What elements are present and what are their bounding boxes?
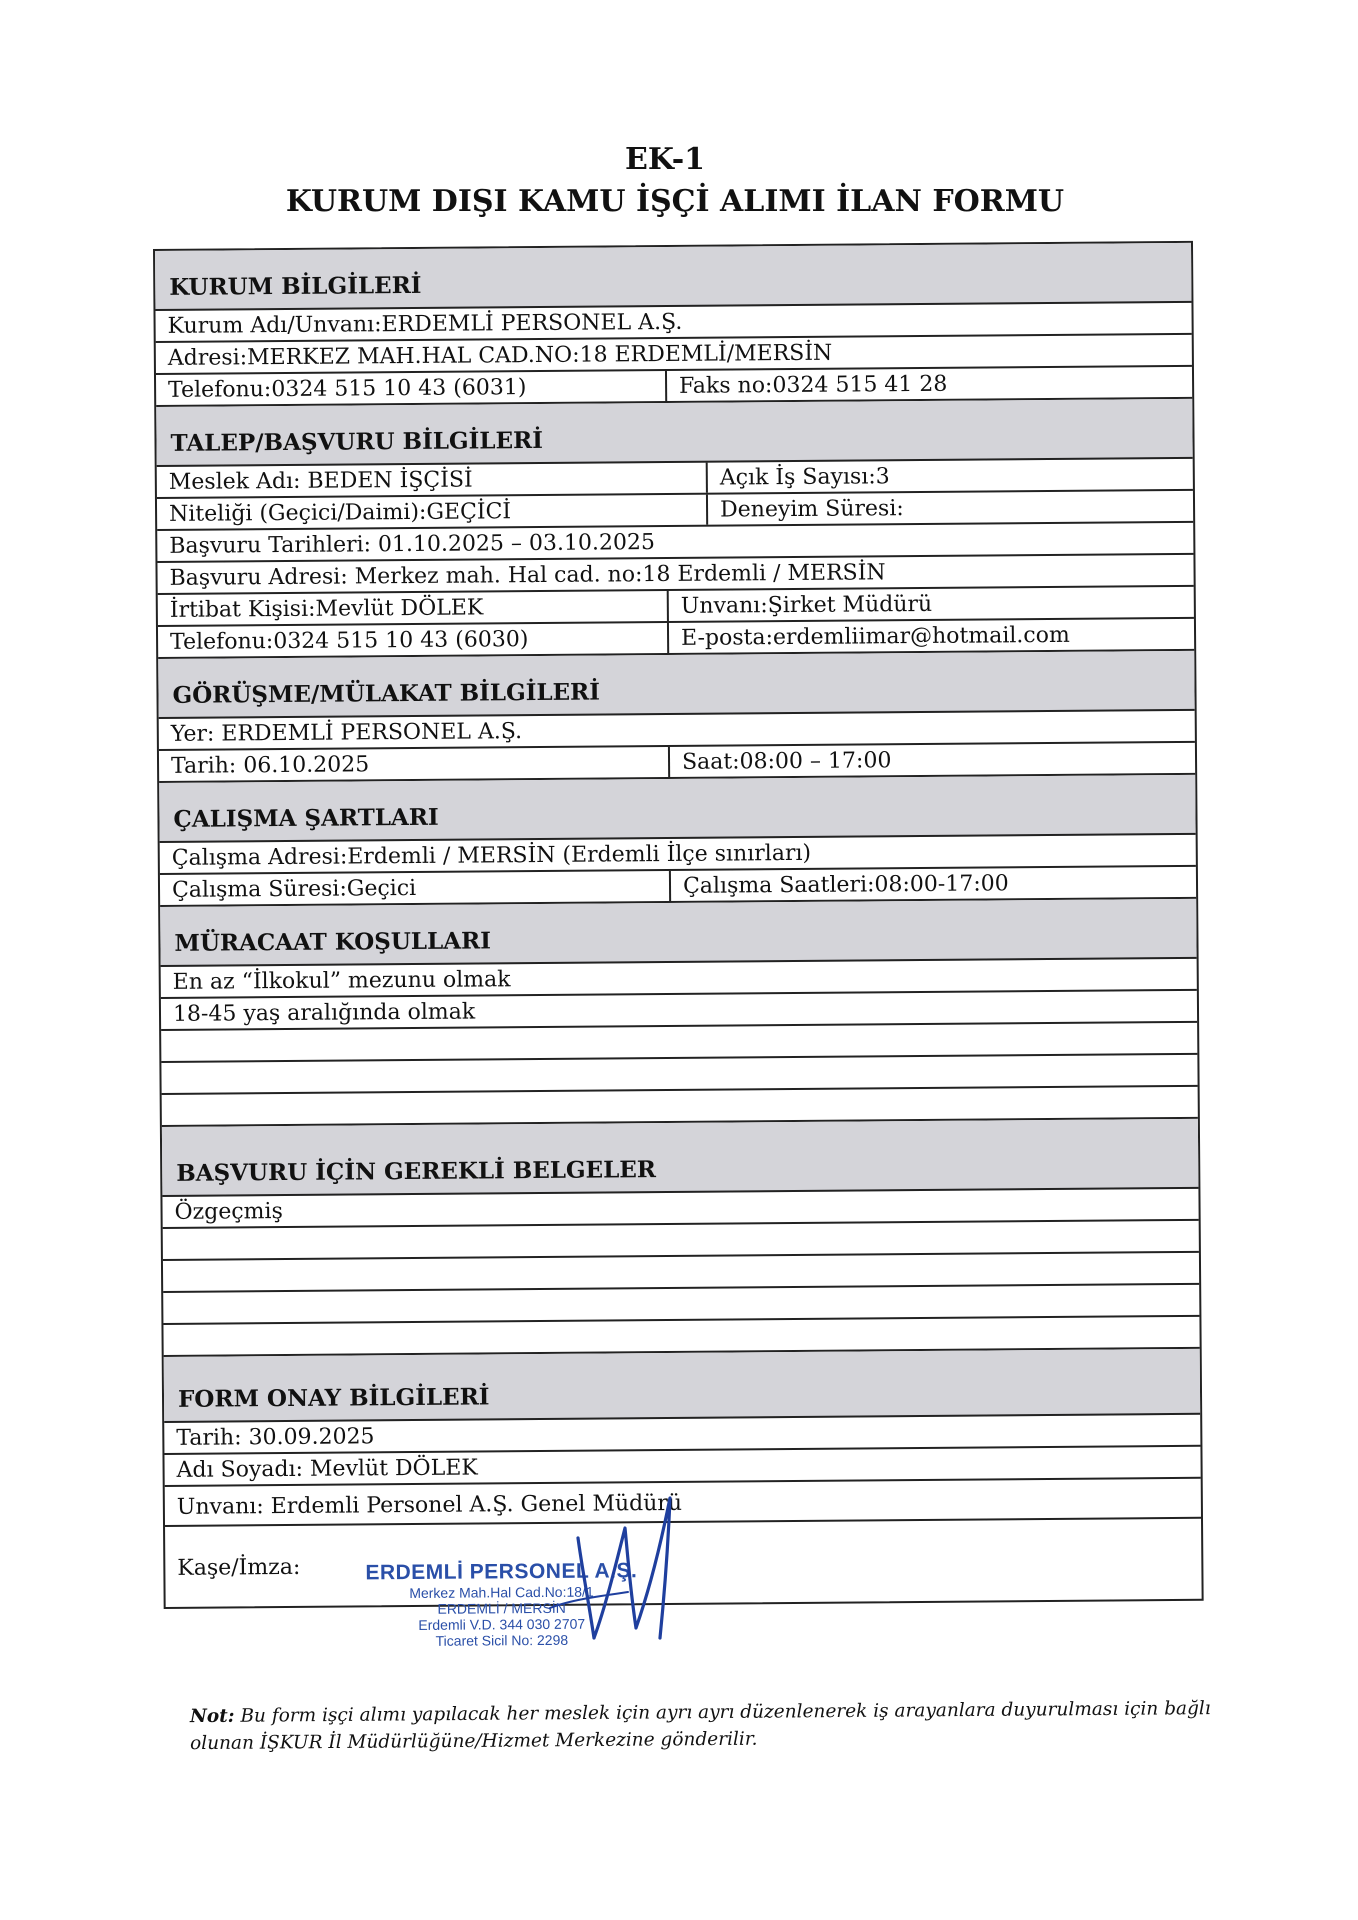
stamp-line-2: Merkez Mah.Hal Cad.No:18/1 <box>409 1583 594 1602</box>
muracaat-item-text: 18-45 yaş aralığında olmak <box>172 999 476 1027</box>
section-muracaat-heading: MÜRACAAT KOŞULLARI <box>160 899 1196 967</box>
muracaat-item-text: En az “İlkokul” mezunu olmak <box>172 967 511 995</box>
stamp-line-4: Erdemli V.D. 344 030 2707 <box>418 1615 586 1633</box>
onay-adi: Adı Soyadı: Mevlüt DÖLEK <box>176 1455 478 1483</box>
talep-irtibat: İrtibat Kişisi:Mevlüt DÖLEK <box>169 595 484 623</box>
talep-nitelik: Niteliği (Geçici/Daimi):GEÇİCİ <box>168 499 512 527</box>
form-table <box>153 241 1204 1649</box>
stamp-line-3: ERDEMLİ / MERSİN <box>437 1599 566 1617</box>
stamp-area <box>335 1559 1201 1649</box>
signature-image <box>510 1488 720 1668</box>
footnote-text: Bu form işçi alımı yapılacak her meslek için ayrı ayrı düzenlenerek iş arayanlara duyurulması için bağlı olunan İŞKUR İl Müdürlüğüne/Hizmet Merkezine gönderilir. <box>190 1698 1211 1755</box>
gorusme-tarih: Tarih: 06.10.2025 <box>170 752 370 779</box>
talep-unvan: Unvanı:Şirket Müdürü <box>667 587 1194 621</box>
onay-unvan: Unvanı: Erdemli Personel A.Ş. Genel Müdürü <box>176 1490 683 1520</box>
section-talep-heading: TALEP/BAŞVURU BİLGİLERİ <box>156 399 1192 467</box>
belgeler-item-text: Özgeçmiş <box>174 1199 283 1225</box>
talep-eposta: E-posta:erdemliimar@hotmail.com <box>667 619 1194 653</box>
footnote-label: Not: <box>189 1705 235 1728</box>
kurum-address: Adresi:MERKEZ MAH.HAL CAD.NO:18 ERDEMLİ/MERSİN <box>167 340 833 371</box>
form-code: EK-1 <box>624 142 706 177</box>
kurum-name: Kurum Adı/Unvanı:ERDEMLİ PERSONEL A.Ş. <box>167 309 683 339</box>
section-kurum-heading: KURUM BİLGİLERİ <box>155 243 1191 311</box>
talep-acik-is: Açık İş Sayısı:3 <box>706 459 1193 493</box>
stamp-line-1: ERDEMLİ PERSONEL A.Ş. <box>365 1559 638 1585</box>
onay-kase-label: Kaşe/İmza: <box>177 1554 301 1581</box>
footnote <box>190 1695 1240 1757</box>
talep-adres: Başvuru Adresi: Merkez mah. Hal cad. no:18 Erdemli / MERSİN <box>169 560 886 591</box>
talep-meslek: Meslek Adı: BEDEN İŞÇİSİ <box>168 467 473 495</box>
talep-tarihler: Başvuru Tarihleri: 01.10.2025 – 03.10.2025 <box>169 530 656 559</box>
section-gorusme-heading: GÖRÜŞME/MÜLAKAT BİLGİLERİ <box>158 651 1194 719</box>
gorusme-saat: Saat:08:00 – 17:00 <box>668 743 1195 777</box>
kurum-fax: Faks no:0324 515 41 28 <box>665 367 1192 401</box>
section-belgeler-heading: BAŞVURU İÇİN GEREKLİ BELGELER <box>162 1119 1199 1197</box>
calisma-adres: Çalışma Adresi:Erdemli / MERSİN (Erdemli İlçe sınırları) <box>171 840 812 871</box>
section-onay-heading: FORM ONAY BİLGİLERİ <box>164 1349 1200 1423</box>
onay-tarih: Tarih: 30.09.2025 <box>176 1424 375 1451</box>
kurum-phone: Telefonu:0324 515 10 43 (6031) <box>168 375 527 403</box>
section-calisma-heading: ÇALIŞMA ŞARTLARI <box>159 775 1195 843</box>
form-title: KURUM DIŞI KAMU İŞÇİ ALIMI İLAN FORMU <box>285 184 1065 219</box>
talep-telefon: Telefonu:0324 515 10 43 (6030) <box>169 627 529 655</box>
stamp-line-5: Ticaret Sicil No: 2298 <box>435 1631 569 1649</box>
gorusme-yer: Yer: ERDEMLİ PERSONEL A.Ş. <box>170 719 523 747</box>
calisma-saatler: Çalışma Saatleri:08:00-17:00 <box>669 867 1196 901</box>
talep-deneyim: Deneyim Süresi: <box>706 491 1193 525</box>
calisma-sure: Çalışma Süresi:Geçici <box>171 875 417 903</box>
